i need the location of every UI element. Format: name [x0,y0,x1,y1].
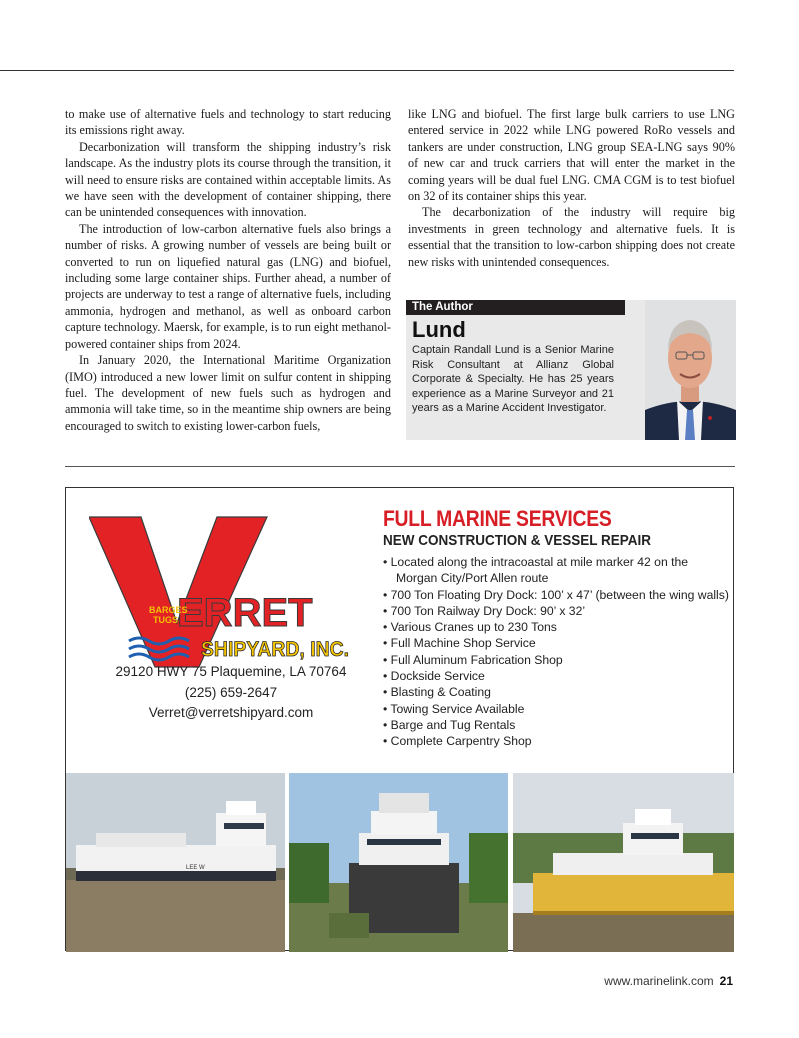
ad-phone: (225) 659-2647 [184,685,278,700]
list-item: • Blasting & Coating [383,685,491,700]
verret-logo [89,515,359,675]
author-photo [645,300,736,440]
page-number: 21 [719,974,733,988]
svg-text:ERRET: ERRET [177,591,313,635]
list-item: Morgan City/Port Allen route [396,571,549,586]
author-name: Lund [412,317,466,342]
paragraph: In January 2020, the International Maritime Organization (IMO) introduced a new lower limit on sulfur content in shipping fuel. The development of new fuels such as hydrogen and ammonia will take time, so in the meantime ship owners are being encouraged to switch to existing lower-carbon fuels, [65,353,391,433]
article-column-right [408,106,735,270]
svg-text:LEE W: LEE W [186,865,205,871]
author-box [406,300,736,440]
paragraph: The introduction of low-carbon alternative fuels also brings a number of risks. A growing number of vessels are being built or converted to run on liquefied natural gas (LNG) and biofuel, including some large container ships. Further ahead, a number of projects are underway to test a range of alternative fuels, including ammonia, hydrogen and methanol, as well as onboard carbon capture technology. Maersk, for example, is to run eight methanol-powered container ships from 2024. [65,221,391,351]
paragraph: Decarbonization will transform the shipping industry’s risk landscape. As the industry plots its course through the transition, it will need to ensure risks are contained within acceptable limits. As we have seen with the development of container shipping, there can be unintended consequences with innovation. [65,139,391,220]
list-item: • Towing Service Available [383,701,525,716]
list-item: • Various Cranes up to 230 Tons [383,620,557,635]
paragraph: The decarbonization of the industry will require big investments in green technology and alternative fuels. It is essential that the transition to low-carbon shipping does not create new risks with unintended consequences. [408,205,735,269]
ad-title: FULL MARINE SERVICES [383,506,612,531]
photo-towboat-barge [513,773,734,952]
author-bio: Captain Randall Lund is a Senior Marine Risk Consultant at Allianz Global Corporate & Specialty. He has 25 years experience as a Marine Surveyor and 21 years as a Marine Accident Investigator. [412,344,614,415]
paragraph: like LNG and biofuel. The first large bulk carriers to use LNG entered service in 2022 while LNG powered RoRo vessels and tankers are under construction, LNG group SEA-LNG says 90% of new car and truck carriers that will enter the market in the coming years will be dual fuel LNG. CMA CGM is to test biofuel on 32 of its container ships this year. [408,107,735,204]
svg-text:BARGES: BARGES [149,605,188,615]
list-item: • 700 Ton Floating Dry Dock: 100’ x 47’ (between the wing walls) [383,587,729,602]
services-list [383,554,729,750]
author-tag: The Author [406,300,625,315]
photo-towboat-river [66,773,285,952]
svg-text:SHIPYARD, INC.: SHIPYARD, INC. [201,638,349,661]
list-item: • 700 Ton Railway Dry Dock: 90’ x 32’ [383,603,586,618]
photo-drydock-construction [289,773,508,952]
ad-address: 29120 HWY 75 Plaquemine, LA 70764 [115,664,347,679]
list-item: • Barge and Tug Rentals [383,717,516,732]
ad-subtitle: NEW CONSTRUCTION & VESSEL REPAIR [383,532,652,549]
ad-email: Verret@verretshipyard.com [148,705,314,720]
article-column-left [65,106,391,434]
footer-url: www.marinelink.com [604,974,714,988]
svg-text:TUGS: TUGS [153,615,179,625]
page-footer [604,974,733,988]
list-item: • Complete Carpentry Shop [383,734,532,749]
paragraph: to make use of alternative fuels and technology to start reducing its emissions right away. [65,107,391,138]
section-divider [65,466,735,467]
list-item: • Dockside Service [383,669,485,684]
list-item: • Full Aluminum Fabrication Shop [383,652,563,667]
list-item: • Located along the intracoastal at mile marker 42 on the [383,555,689,569]
top-rule [0,70,734,71]
verret-shipyard-ad [65,487,734,951]
list-item: • Full Machine Shop Service [383,636,536,651]
